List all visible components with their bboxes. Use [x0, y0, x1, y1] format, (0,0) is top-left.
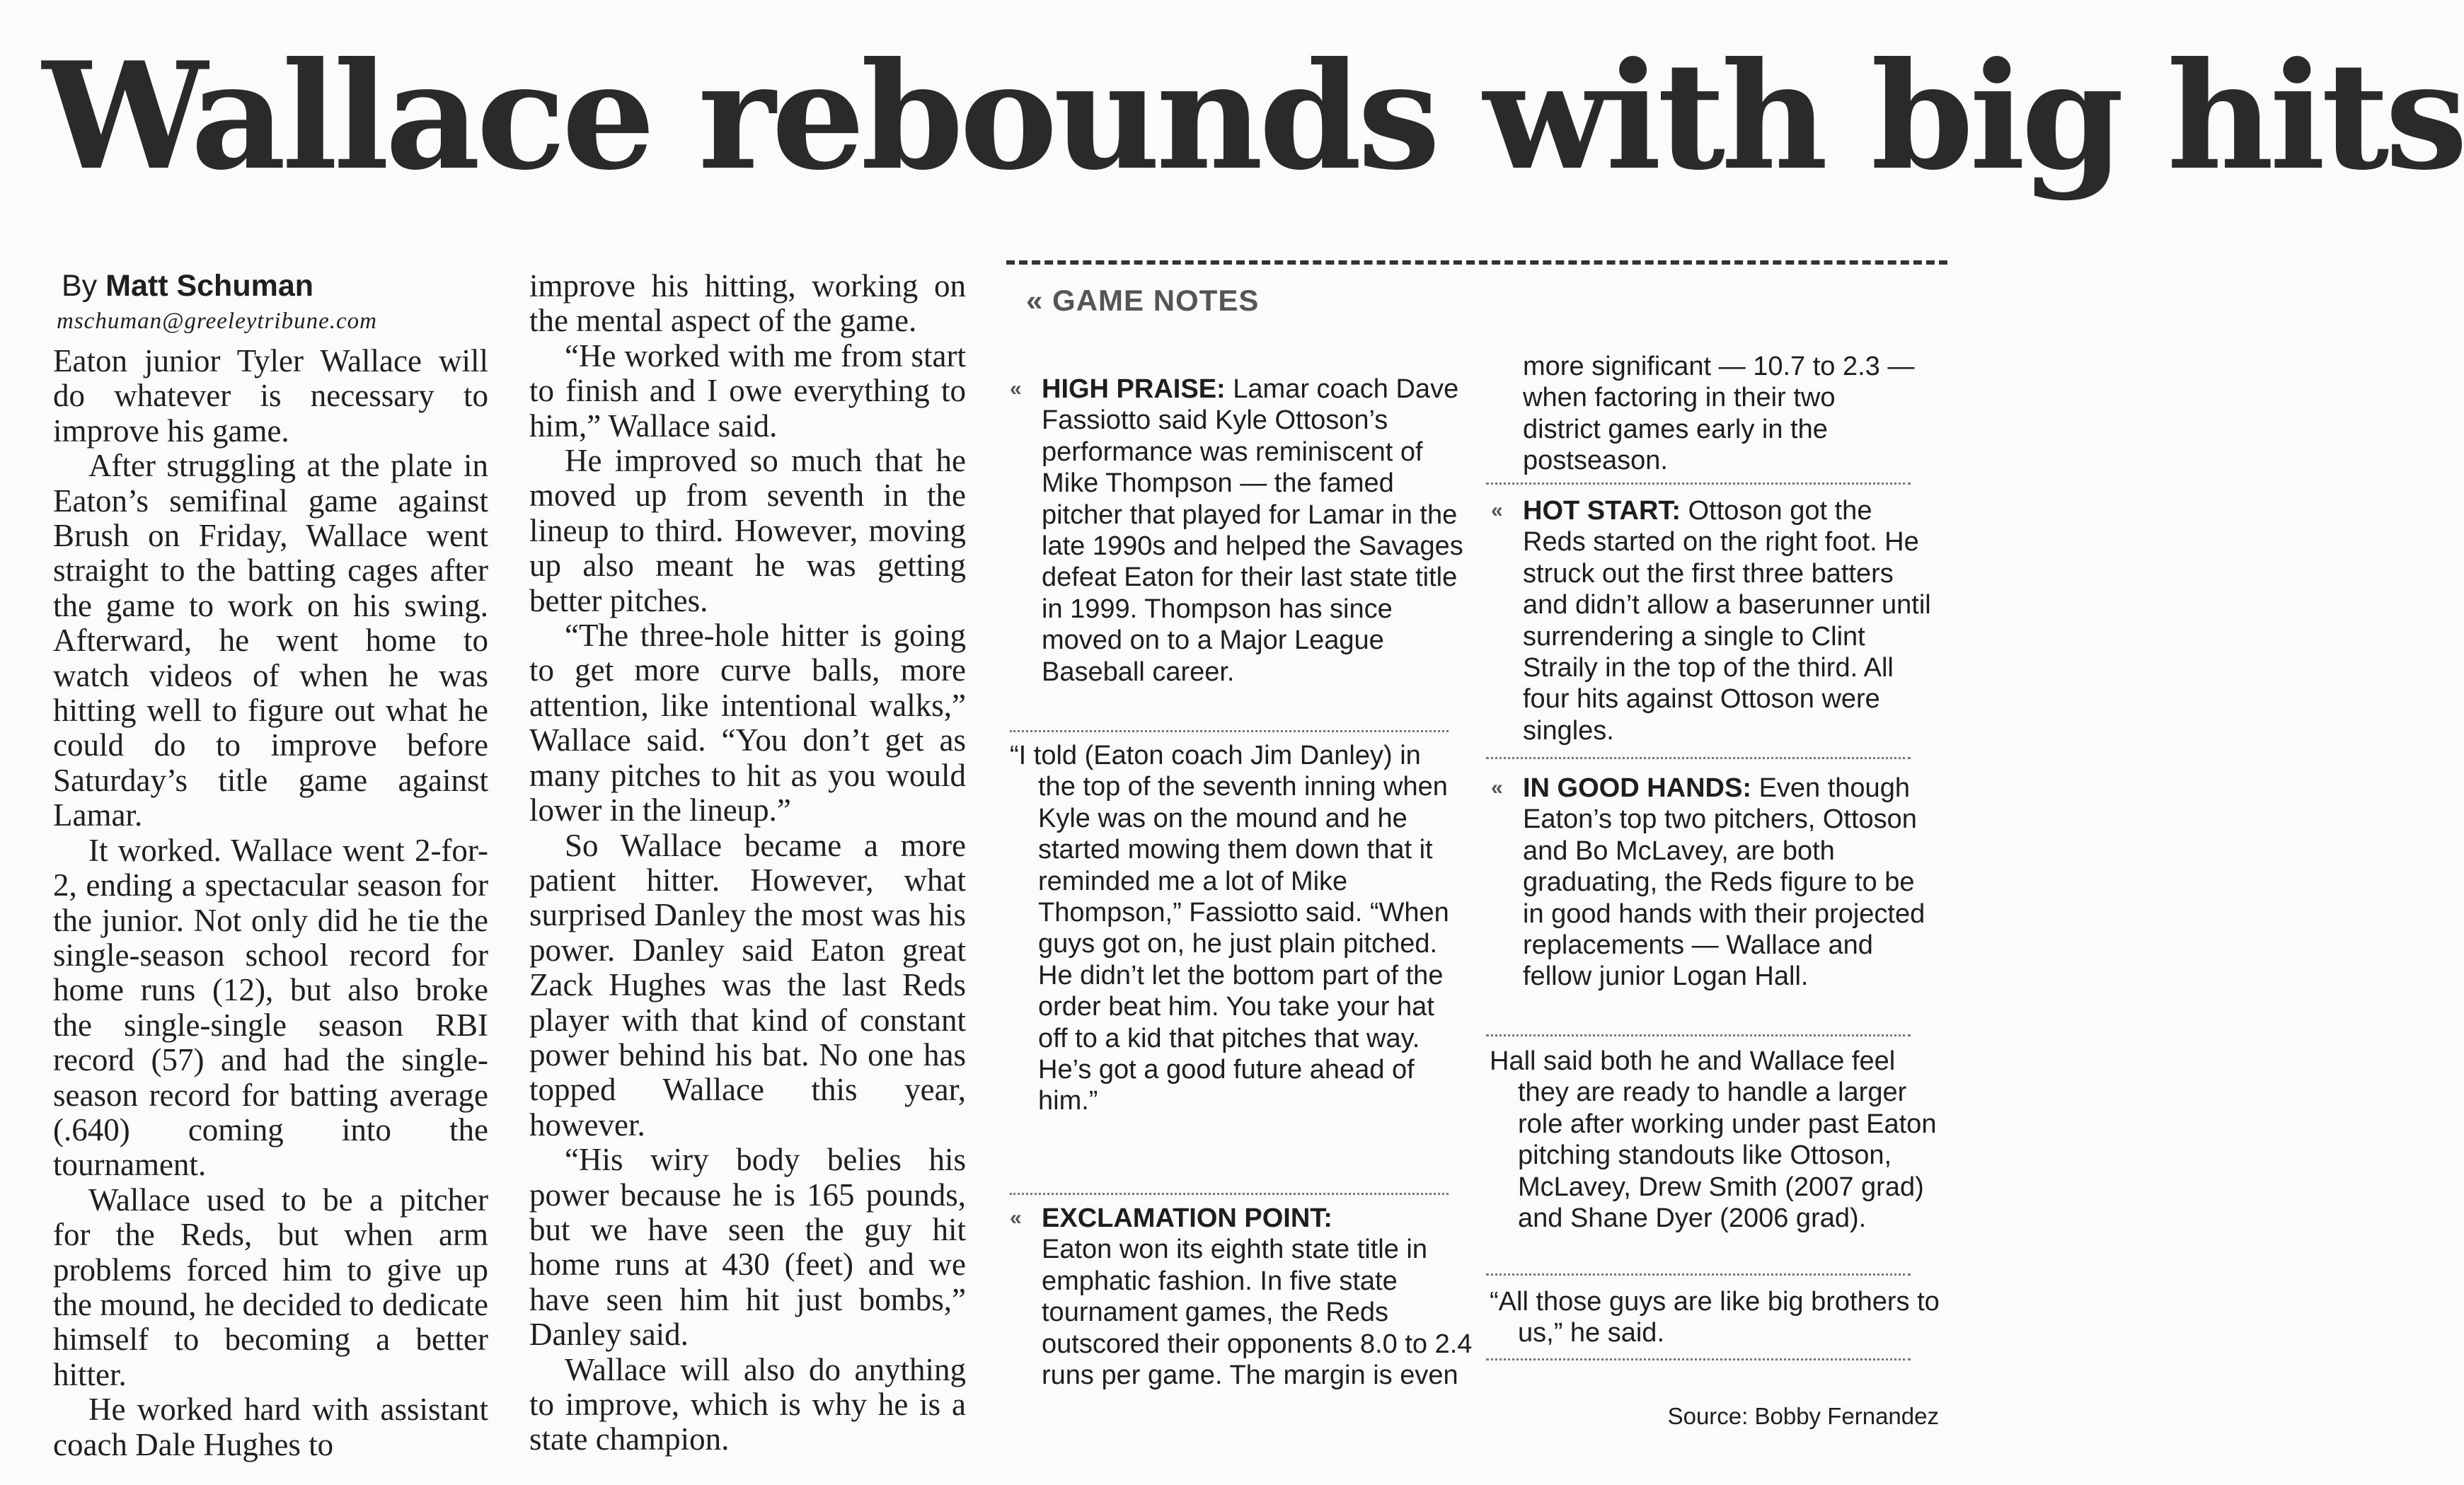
game-notes-top-rule — [1006, 260, 1947, 265]
chevron-left-icon: « — [1010, 1206, 1022, 1230]
dotted-divider — [1486, 757, 1911, 759]
story-paragraph: Wallace used to be a pitcher for the Reds, but when arm problems forced him to give up the mound, he decided to dedicate himself to becoming a better hitter. — [53, 1181, 488, 1392]
story-paragraph: “The three-hole hitter is going to get more curve balls, more attention, like intentional walks,” Wallace said. “You don’t get as many pitches to hit as you would lower in the lineup.” — [529, 618, 966, 828]
dotted-divider — [1010, 1193, 1449, 1195]
byline-email: mschuman@greeleytribune.com — [57, 308, 377, 334]
story-paragraph: After struggling at the plate in Eaton’s semifinal game against Brush on Friday, Wallace went straight to the batting cages after the game to work on his swing. Afterward, he went home to watch videos of when he was hitting well to figure out what he could do to improve before Saturday’s title game against Lamar. — [53, 448, 488, 833]
chevron-left-icon: « — [1010, 377, 1022, 400]
note-text: Eaton won its eighth state title in emphatic fashion. In five state tournament games, the Reds outscored their opponents 8.0 to 2.4 runs per game. The margin is even — [1042, 1235, 1473, 1391]
note-in-good-hands — [1491, 773, 1940, 993]
chevron-left-icon: « — [1491, 776, 1503, 799]
dotted-divider — [1486, 1034, 1911, 1036]
dotted-divider — [1486, 483, 1911, 485]
story-paragraph: Eaton junior Tyler Wallace will do whatever is necessary to improve his game. — [53, 343, 488, 449]
story-paragraph: improve his hitting, working on the mental aspect of the game. — [529, 268, 966, 339]
story-paragraph: Wallace will also do anything to improve, which is why he is a state champion. — [529, 1351, 966, 1457]
note-hot-start — [1491, 495, 1940, 746]
note-high-praise — [1010, 374, 1480, 688]
dotted-divider — [1486, 1358, 1911, 1360]
story-paragraph: “He worked with me from start to finish and I owe everything to him,” Wallace said. — [529, 337, 966, 444]
note-text: Ottoson got the Reds started on the right foot. He struck out the first three batters and didn’t allow a baserunner until surrendering a single to Clint Straily in the top of the third. All four hits against Ottoson were singles. — [1523, 496, 1931, 746]
note-title: HOT START: — [1523, 496, 1681, 526]
note-quote-fassiotto: “I told (Eaton coach Jim Danley) in the top of the seventh inning when Kyle was on the mound and he started mowing them down that it reminded me a lot of Mike Thompson,” Fassiotto said. “When guys got on, he just plain pitched. He didn’t let the bottom part of the order beat him. You take your hat off to a kid that pitches that way. He’s got a good future ahead of him.” — [1010, 741, 1449, 1116]
headline: Wallace rebounds with big hits — [42, 30, 2464, 203]
note-title: EXCLAMATION POINT: — [1042, 1203, 1332, 1233]
note-quote-hall: “All those guys are like big brothers to us,” he said. — [1490, 1287, 1940, 1348]
note-exclamation-point — [1010, 1203, 1480, 1391]
story-column-1 — [53, 267, 488, 1462]
source-credit: Source: Bobby Fernandez — [1667, 1403, 1939, 1429]
note-exclamation-continued: more significant — 10.7 to 2.3 — when factoring in their two district games early in the postseason. — [1523, 352, 1915, 476]
note-text: Lamar coach Dave Fassiotto said Kyle Ottoson’s performance was reminiscent of Mike Thompson — the famed pitcher that played for Lamar in the late 1990s and helped the Savages defeat Eaton for their last state title in 1999. Thompson has since moved on to a Major League Baseball career. — [1042, 374, 1463, 687]
story-column-2 — [529, 269, 966, 1457]
note-text: Even though Eaton’s top two pitchers, Ottoson and Bo McLavey, are both graduating, the Reds figure to be in good hands with their projected replacements — Wallace and fellow junior Logan Hall. — [1523, 773, 1925, 992]
story-paragraph: He worked hard with assistant coach Dale Hughes to — [53, 1392, 488, 1462]
story-paragraph: “His wiry body belies his power because he is 165 pounds, but we have seen the guy hit home runs at 430 (feet) and we have seen him hit just bombs,” Danley said. — [529, 1142, 966, 1353]
story-paragraph: He improved so much that he moved up from seventh in the lineup to third. However, moving up also meant he was getting better pitches. — [529, 443, 966, 618]
note-title: IN GOOD HANDS: — [1523, 773, 1751, 803]
story-paragraph: So Wallace became a more patient hitter. However, what surprised Danley the most was his power. Danley said Eaton great Zack Hughes was the last Reds player with that kind of constant power behind his bat. No one has topped Wallace this year, however. — [529, 827, 966, 1143]
note-title: HIGH PRAISE: — [1042, 374, 1226, 404]
chevron-left-icon: « — [1491, 499, 1503, 522]
byline-prefix: By — [62, 269, 98, 303]
note-hall-paragraph: Hall said both he and Wallace feel they are ready to handle a larger role after working under past Eaton pitching standouts like Ottoson, McLavey, Drew Smith (2007 grad) and Shane Dyer (2006 grad). — [1490, 1046, 1937, 1234]
game-notes-header: « GAME NOTES — [1026, 284, 1260, 317]
dotted-divider — [1486, 1273, 1911, 1276]
dotted-divider — [1010, 730, 1449, 732]
byline — [53, 267, 488, 304]
byline-author: Matt Schuman — [105, 269, 314, 303]
story-paragraph: It worked. Wallace went 2-for-2, ending a spectacular season for the junior. Not only did he tie the single-season school record for home runs (12), but also broke the single-single season RBI record (57) and had the single-season record for batting average (.640) coming into the tournament. — [53, 832, 488, 1183]
